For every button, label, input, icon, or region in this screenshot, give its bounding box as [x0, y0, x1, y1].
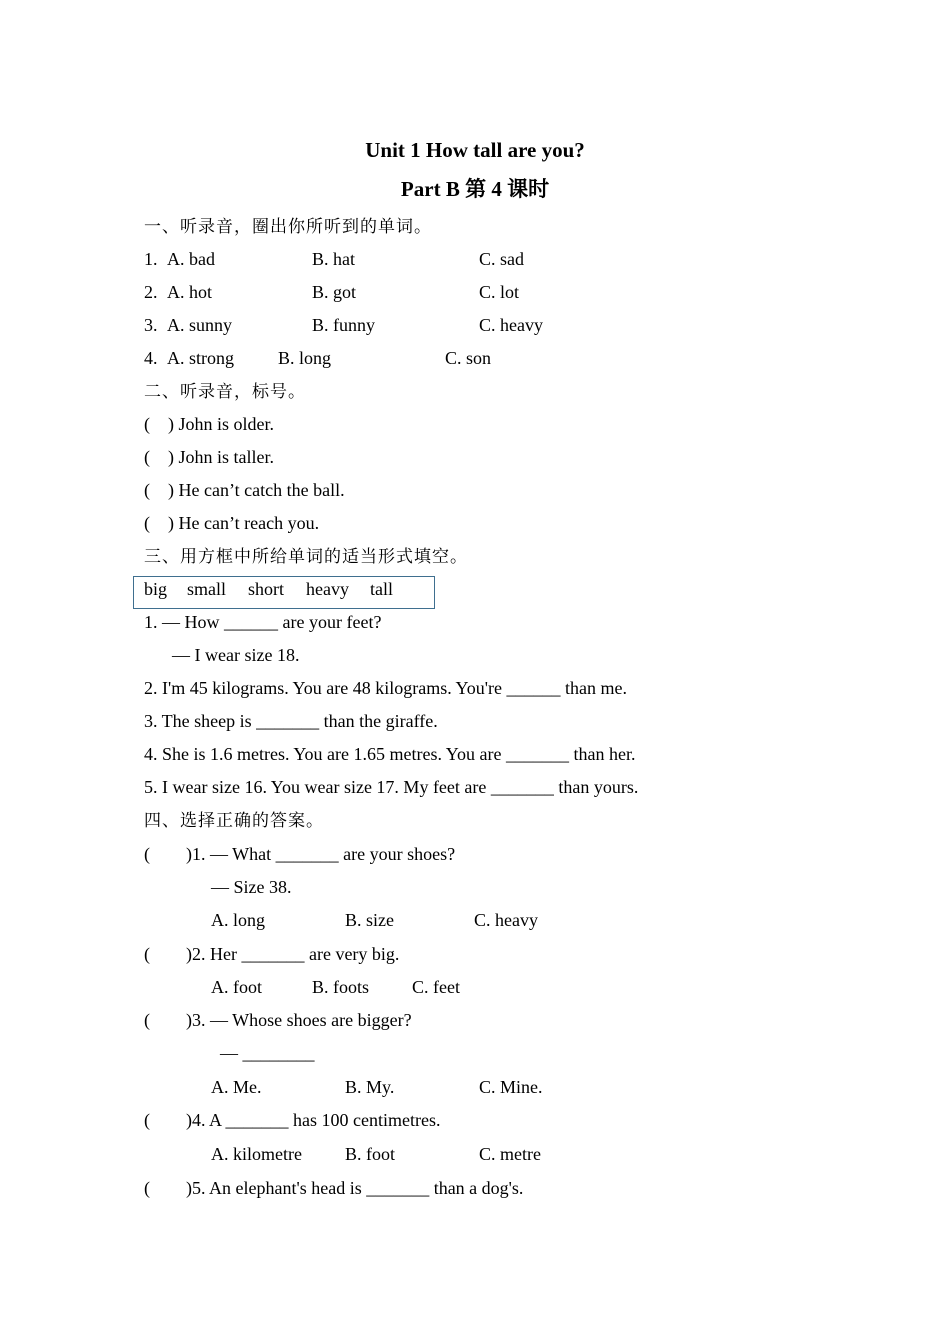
s3-q2: 2. I'm 45 kilograms. You are 48 kilograms. You're ______ than me.: [144, 678, 627, 698]
s1-q3-opt-b: B. funny: [312, 315, 375, 335]
s4-q2-opt-b: B. foots: [312, 977, 370, 997]
s3-q1: 1. — How ______ are your feet?: [144, 612, 382, 632]
s1-q1-opt-c: C. sad: [479, 249, 524, 269]
s1-q4-opt-a: A. strong: [167, 348, 234, 368]
word-box-word-big: big: [144, 579, 168, 599]
word-box-word-small: small: [187, 579, 226, 599]
s4-q5: ( )5. An elephant's head is _______ than a dog's.: [144, 1178, 524, 1198]
s1-q1-opt-b: B. hat: [312, 249, 355, 269]
s1-q3-opt-c: C. heavy: [479, 315, 543, 335]
s4-q1-opt-a: A. long: [211, 910, 265, 930]
s3-q4: 4. She is 1.6 metres. You are 1.65 metres. You are _______ than her.: [144, 744, 636, 764]
s4-q3: ( )3. — Whose shoes are bigger?: [144, 1010, 412, 1030]
s4-q4: ( )4. A _______ has 100 centimetres.: [144, 1110, 441, 1130]
s1-q2-opt-a: A. hot: [167, 282, 212, 302]
s1-q4-opt-b: B. long: [278, 348, 332, 368]
s3-q5: 5. I wear size 16. You wear size 17. My feet are _______ than yours.: [144, 777, 639, 797]
s2-item-1: ( ) John is older.: [144, 414, 274, 434]
page-title: Unit 1 How tall are you?: [365, 138, 585, 162]
s4-q4-opt-b: B. foot: [345, 1144, 396, 1164]
s4-q1-opt-b: B. size: [345, 910, 394, 930]
word-box-word-heavy: heavy: [306, 579, 349, 599]
s1-q1-num: 1.: [144, 249, 158, 269]
s1-q4-opt-c: C. son: [445, 348, 492, 368]
s2-item-2: ( ) John is taller.: [144, 447, 274, 467]
word-box-word-tall: tall: [370, 579, 393, 599]
s1-q2-opt-c: C. lot: [479, 282, 520, 302]
s3-q3: 3. The sheep is _______ than the giraffe.: [144, 711, 438, 731]
s3-q1-answer: — I wear size 18.: [172, 645, 300, 665]
s1-q2-num: 2.: [144, 282, 158, 302]
s4-q2-opt-a: A. foot: [211, 977, 262, 997]
s4-q2: ( )2. Her _______ are very big.: [144, 944, 400, 964]
s1-q4-num: 4.: [144, 348, 158, 368]
s4-q3-opt-b: B. My.: [345, 1077, 395, 1097]
s2-item-4: ( ) He can’t reach you.: [144, 513, 320, 533]
word-box-word-short: short: [248, 579, 284, 599]
s1-q2-opt-b: B. got: [312, 282, 357, 302]
s4-q1-sub: — Size 38.: [211, 877, 292, 897]
section3-heading: 三、用方框中所给单词的适当形式填空。: [144, 547, 468, 567]
s4-q1-opt-c: C. heavy: [474, 910, 538, 930]
s4-q3-opt-a: A. Me.: [211, 1077, 262, 1097]
section4-heading: 四、选择正确的答案。: [144, 811, 324, 831]
page-subtitle: Part B 第 4 课时: [400, 177, 550, 201]
s4-q3-opt-c: C. Mine.: [479, 1077, 543, 1097]
section2-heading: 二、听录音，标号。: [144, 382, 306, 402]
s1-q1-opt-a: A. bad: [167, 249, 215, 269]
section1-heading: 一、听录音，圈出你所听到的单词。: [144, 217, 432, 237]
s1-q3-num: 3.: [144, 315, 158, 335]
s4-q3-sub: — ________: [220, 1043, 315, 1063]
s4-q4-opt-a: A. kilometre: [211, 1144, 302, 1164]
s1-q3-opt-a: A. sunny: [167, 315, 233, 335]
s4-q1: ( )1. — What _______ are your shoes?: [144, 844, 456, 864]
s4-q2-opt-c: C. feet: [412, 977, 460, 997]
s2-item-3: ( ) He can’t catch the ball.: [144, 480, 345, 500]
s4-q4-opt-c: C. metre: [479, 1144, 541, 1164]
